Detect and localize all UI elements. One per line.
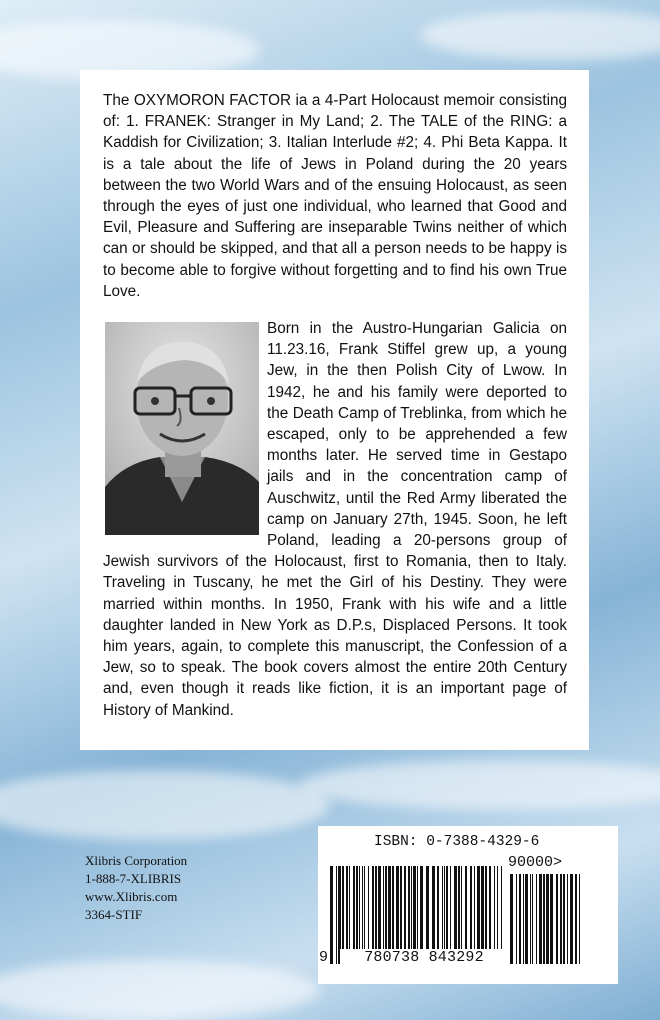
publisher-phone: 1-888-7-XLIBRIS bbox=[85, 871, 182, 886]
barcode-bar bbox=[563, 874, 565, 964]
author-photo bbox=[105, 322, 259, 535]
background-cloud bbox=[0, 770, 330, 840]
background-cloud bbox=[0, 960, 320, 1020]
barcode-bar bbox=[336, 866, 337, 964]
background-cloud bbox=[420, 10, 660, 60]
barcode-bar bbox=[575, 874, 577, 964]
barcode-bar bbox=[532, 874, 533, 964]
barcode-bar bbox=[530, 874, 531, 964]
barcode-bar bbox=[550, 874, 553, 964]
barcode-bar bbox=[543, 874, 545, 964]
barcode-bar bbox=[523, 874, 524, 964]
price-addon-label: 90000> bbox=[508, 854, 563, 871]
publisher-info bbox=[85, 852, 187, 924]
barcode-bar bbox=[516, 874, 517, 964]
publisher-name: Xlibris Corporation bbox=[85, 853, 188, 868]
barcode-bar bbox=[570, 874, 573, 964]
barcode-bar bbox=[579, 874, 580, 964]
author-bio-block bbox=[103, 318, 567, 721]
barcode-bar bbox=[556, 874, 558, 964]
barcode-bar bbox=[546, 874, 549, 964]
barcode-bar bbox=[525, 874, 528, 964]
isbn-label: ISBN: 0-7388-4329-6 bbox=[374, 834, 540, 850]
description-panel bbox=[80, 70, 589, 750]
barcode-bar bbox=[560, 874, 562, 964]
barcode-bar bbox=[567, 874, 568, 964]
barcode-bar bbox=[510, 874, 513, 964]
barcode-bar bbox=[536, 874, 537, 964]
publisher-website: www.Xlibris.com bbox=[85, 889, 178, 904]
ean-first-digit: 9 bbox=[319, 949, 329, 966]
barcode-bar bbox=[539, 874, 542, 964]
publisher-code: 3364-STIF bbox=[85, 907, 143, 922]
barcode-bar bbox=[519, 874, 521, 964]
addon-barcode bbox=[508, 874, 584, 964]
background-cloud bbox=[300, 760, 660, 810]
memoir-description: The OXYMORON FACTOR ia a 4-Part Holocaust memoir consisting of: 1. FRANEK: Stranger in My Land; 2. The TALE of the RING: a Kaddish for Civilization; 3. Italian Interlude #2; 4. Phi Beta Kappa. It is a tale about the life of Jews in Poland during the 20 years between the two World Wars and of the ensuing Holocaust, as seen through the eyes of just one individual, who learned that Good and Evil, Pleasure and Suffering are inseparable Twins neither of which can or should be skipped, and that all a person needs to be happy is to become able to forgive without forgetting and to find his own True Love. bbox=[103, 92, 567, 300]
author-biography: Born in the Austro-Hungarian Galicia on 11.23.16, Frank Stiffel grew up, a young Jew, in the then Polish City of Lwow. In 1942, he and his family were deported to the Death Camp of Treblinka, from which he escaped, only to be apprehended a few months later. He served time in Gestapo jails and in the concentration camp of Auschwitz, until the Red Army liberated the camp on January 27th, 1945. Soon, he left Poland, leading a 20-persons group of Jewish survivors of the Holocaust, first to Romania, then to Italy. Traveling in Tuscany, he met the Girl of his Destiny. They were married within months. In 1950, Frank with his wife and a little daughter landed in New York as D.P.s, Displaced Persons. It took him years, again, to complete this manuscript, the Confession of a Jew, so to speak. The book covers almost the entire 20th Century and, even though it reads like fiction, it is an important page of History of Mankind. bbox=[103, 320, 567, 719]
ean-digits: 780738 843292 bbox=[340, 949, 508, 966]
barcode-bar bbox=[330, 866, 333, 964]
barcode-area bbox=[318, 826, 618, 984]
